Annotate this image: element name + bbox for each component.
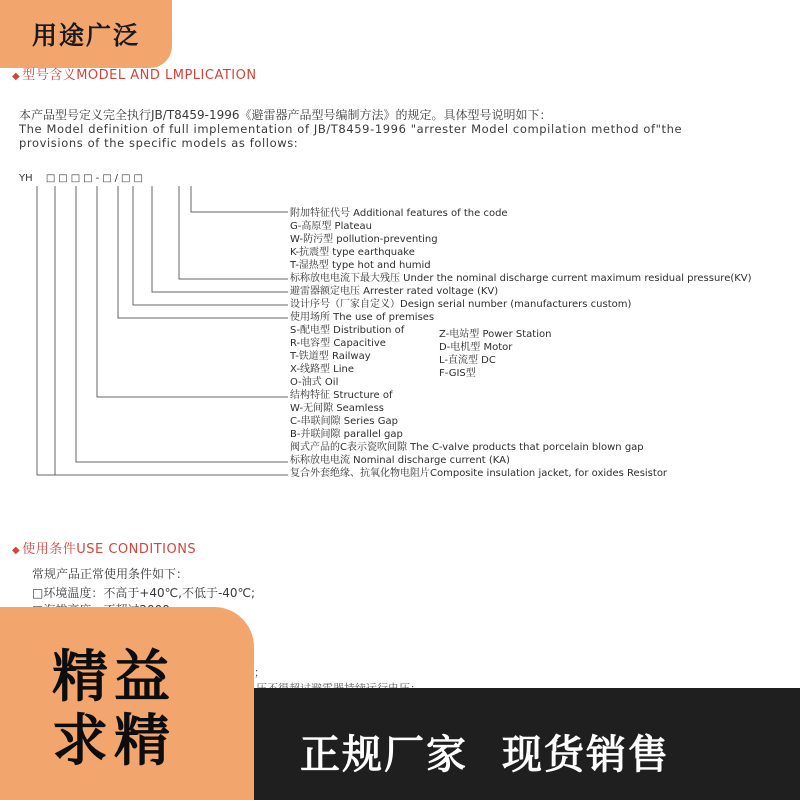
- line-use-premises: [118, 186, 288, 318]
- conditions-intro: 常规产品正常使用条件如下：: [32, 567, 189, 581]
- legend-item: O-油式 Oil: [290, 377, 339, 388]
- section-heading-conditions: [12, 538, 196, 557]
- legend-right-item: D-电机型 Motor: [439, 342, 513, 353]
- legend-item: B-并联间隙 parallel gap: [290, 429, 403, 440]
- legend-item: G-高原型 Plateau: [290, 221, 373, 232]
- line-additional-features: [191, 186, 288, 212]
- legend-item: 阀式产品的C表示瓷吹间隙 The C-valve products that porcelain blown gap: [290, 442, 644, 453]
- legend-item: 标称放电电流下最大残压 Under the nominal discharge current maximum residual pressure(KV): [290, 273, 752, 284]
- legend-item: S-配电型 Distribution of: [290, 325, 405, 336]
- legend-item: 使用场所 The use of premises: [290, 312, 435, 323]
- model-boxes: □□□□-□/□□: [45, 173, 146, 184]
- legend-item: W-无间隙 Seamless: [290, 403, 384, 414]
- cut-fragment: ；: [254, 666, 265, 679]
- legend-item: 附加特征代号 Additional features of the code: [290, 208, 508, 219]
- legend-item: T-湿热型 type hot and humid: [290, 260, 431, 271]
- promo-text-2: 求精: [52, 709, 176, 774]
- legend-item: 标称放电电流 Nominal discharge current (KA): [290, 455, 510, 466]
- line-design-serial: [133, 186, 288, 305]
- slogan-part: 现货销售: [502, 732, 670, 778]
- line-yh: [37, 186, 55, 475]
- legend-item: X-线路型 Line: [290, 364, 354, 375]
- legend-item: 避雷器额定电压 Arrester rated voltage (KV): [290, 286, 499, 297]
- legend-item: 复合外套绝缘、抗氧化物电阻片Composite insulation jacket, for oxides Resistor: [290, 468, 668, 479]
- category-tag: 用途广泛: [0, 0, 172, 68]
- line-composite: [55, 186, 288, 475]
- legend-right-item: F-GIS型: [439, 368, 476, 379]
- legend-item: K-抗震型 type earthquake: [290, 247, 415, 258]
- section-title: 型号含义MODEL AND LMPLICATION: [22, 68, 257, 83]
- promo-text-1: 精益: [52, 645, 176, 710]
- line-discharge-current: [76, 186, 288, 462]
- promo-slogan: [300, 723, 704, 780]
- section-title: 使用条件USE CONDITIONS: [22, 542, 197, 557]
- diamond-icon: ◆: [12, 545, 21, 556]
- model-prefix: YH: [19, 173, 33, 184]
- legend-item: W-防污型 pollution-preventing: [290, 234, 438, 245]
- legend-item: 结构特征 Structure of: [290, 390, 393, 401]
- legend-item: C-串联间隙 Series Gap: [290, 416, 398, 427]
- intro-chinese: 本产品型号定义完全执行JB/T8459-1996《避雷器产品型号编制方法》的规定。具体型号说明如下：: [19, 108, 552, 122]
- legend-item: R-电容型 Capacitive: [290, 338, 386, 349]
- condition-temperature: □环境温度：不高于+40℃,不低于-40℃;: [32, 586, 256, 600]
- legend-item: 设计序号（厂家自定义）Design serial number (manufacturers custom): [290, 299, 632, 310]
- slogan-part: 正规厂家: [300, 732, 468, 778]
- legend-right-item: L-直流型 DC: [439, 355, 496, 366]
- legend-list: [290, 207, 752, 480]
- line-residual-pressure: [179, 186, 288, 279]
- diamond-icon: ◆: [12, 71, 21, 82]
- line-rated-voltage: [152, 186, 288, 292]
- intro-english-1: The Model definition of full implementation of JB/T8459-1996 "arrester Model compilation method of"the: [19, 122, 683, 136]
- legend-item: T-铁道型 Railway: [290, 351, 371, 362]
- legend-right-item: Z-电站型 Power Station: [439, 329, 552, 340]
- intro-english-2: provisions of the specific models as follows:: [19, 136, 299, 150]
